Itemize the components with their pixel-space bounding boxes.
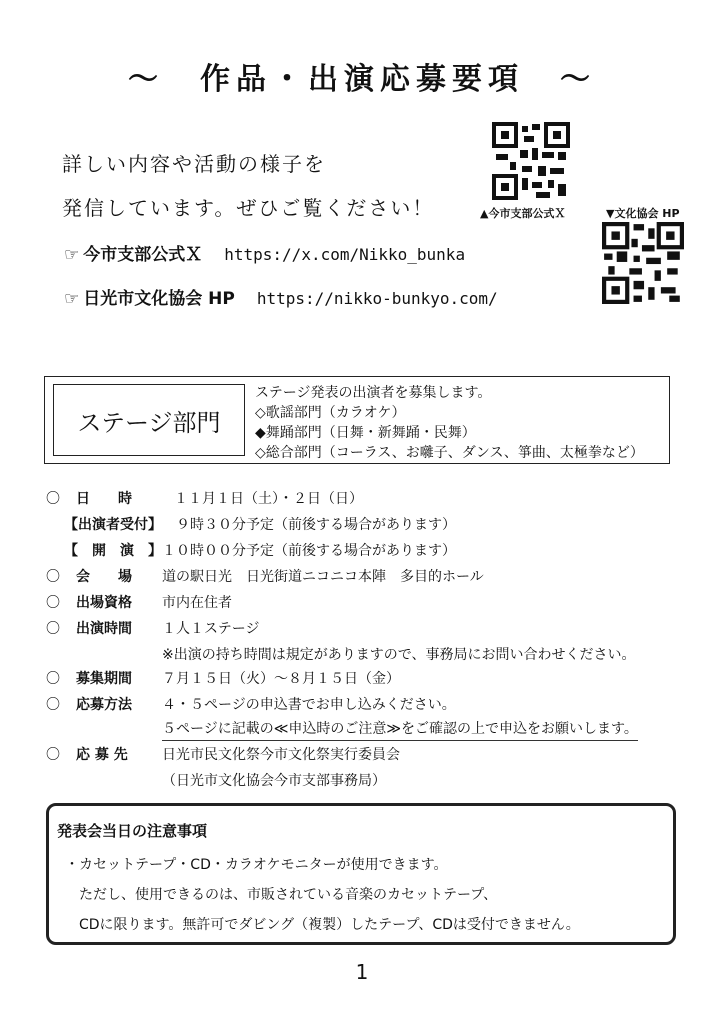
link-x-url[interactable]: https://x.com/Nikko_bunka	[224, 245, 466, 264]
intro-line-1: 詳しい内容や活動の様子を	[62, 152, 326, 176]
detail-value: 日光市民文化祭今市文化祭実行委員会	[162, 747, 400, 763]
detail-label: 会 場	[76, 569, 132, 585]
detail-time	[46, 618, 259, 638]
circle-bullet-icon: 〇	[46, 697, 60, 713]
detail-label: 【 開 演 】	[64, 543, 162, 559]
detail-reception	[64, 514, 456, 534]
detail-value: ４・５ページの申込書でお申し込みください。	[162, 697, 456, 713]
page-title: ～ 作品・出演応募要項 ～	[128, 62, 596, 97]
detail-label: 【出演者受付】	[64, 517, 162, 533]
detail-label: 出演時間	[76, 621, 132, 637]
detail-time-note: ※出演の持ち時間は規定がありますので、事務局にお問い合わせください。	[162, 647, 636, 663]
pointing-hand-icon: ☞	[64, 245, 80, 265]
detail-value: ７月１５日（火）～８月１５日（金）	[162, 671, 400, 687]
qr-code-x[interactable]	[492, 122, 570, 200]
qr-code-icon	[602, 222, 684, 304]
circle-bullet-icon: 〇	[46, 491, 60, 507]
detail-value: ９時３０分予定（前後する場合があります）	[176, 517, 456, 533]
detail-period	[46, 668, 400, 688]
detail-method	[46, 694, 456, 714]
notice-line: ただし、使用できるのは、市販されている音楽のカセットテープ、	[79, 887, 498, 903]
detail-value: １１月１日（土）・２日（日）	[174, 491, 363, 507]
stage-category-list	[255, 383, 644, 463]
qr-code-hp[interactable]	[602, 222, 684, 304]
link-hp-url[interactable]: https://nikko-bunkyo.com/	[256, 289, 498, 308]
stage-description: ステージ発表の出演者を募集します。	[255, 385, 492, 401]
qr-x-caption: ▲今市支部公式Ｘ	[480, 207, 566, 220]
circle-bullet-icon: 〇	[46, 671, 60, 687]
stage-category-item: ◇総合部門（コーラス、お囃子、ダンス、箏曲、太極拳など）	[255, 445, 644, 461]
qr-hp-caption: ▼文化協会 HP	[606, 207, 680, 220]
intro-line-2: 発信しています。ぜひご覧ください！	[62, 196, 435, 220]
qr-code-icon	[492, 122, 570, 200]
notice-title: 発表会当日の注意事項	[57, 822, 208, 840]
detail-label: 募集期間	[76, 671, 132, 687]
stage-category-item: ◆舞踊部門（日舞・新舞踊・民舞）	[255, 425, 476, 441]
stage-category-item: ◇歌謡部門（カラオケ）	[255, 405, 406, 421]
detail-label: 応 募 先	[76, 747, 128, 763]
stage-section	[44, 376, 670, 464]
detail-label: 応募方法	[76, 697, 132, 713]
detail-method-note: ５ページに記載の≪申込時のご注意≫をご確認の上で申込をお願いします。	[162, 718, 638, 741]
link-hp-label: 日光市文化協会 HP	[83, 289, 235, 309]
detail-value: 市内在住者	[162, 595, 232, 611]
detail-label: 日 時	[76, 491, 132, 507]
circle-bullet-icon: 〇	[46, 621, 60, 637]
circle-bullet-icon: 〇	[46, 569, 60, 585]
stage-label: ステージ部門	[53, 384, 245, 456]
link-x[interactable]	[64, 240, 465, 265]
detail-date	[46, 488, 363, 508]
link-hp[interactable]	[64, 284, 498, 309]
detail-venue	[46, 566, 484, 586]
pointing-hand-icon: ☞	[64, 289, 80, 309]
notice-box	[46, 803, 676, 945]
link-x-label: 今市支部公式Ｘ	[83, 245, 203, 265]
detail-eligibility	[46, 592, 232, 612]
notice-line: ・カセットテープ・CD・カラオケモニターが使用できます。	[65, 857, 448, 873]
detail-opening	[64, 540, 456, 560]
detail-label: 出場資格	[76, 595, 132, 611]
circle-bullet-icon: 〇	[46, 595, 60, 611]
detail-value: １人１ステージ	[162, 621, 260, 637]
detail-value: １０時００分予定（前後する場合があります）	[162, 543, 456, 559]
detail-contact	[46, 744, 400, 764]
detail-contact-note: （日光市文化協会今市支部事務局）	[162, 773, 386, 789]
page-number: 1	[355, 960, 369, 984]
notice-line: CDに限ります。無許可でダビング（複製）したテープ、CDは受付できません。	[79, 917, 580, 933]
circle-bullet-icon: 〇	[46, 747, 60, 763]
detail-value: 道の駅日光 日光街道ニコニコ本陣 多目的ホール	[162, 569, 484, 585]
